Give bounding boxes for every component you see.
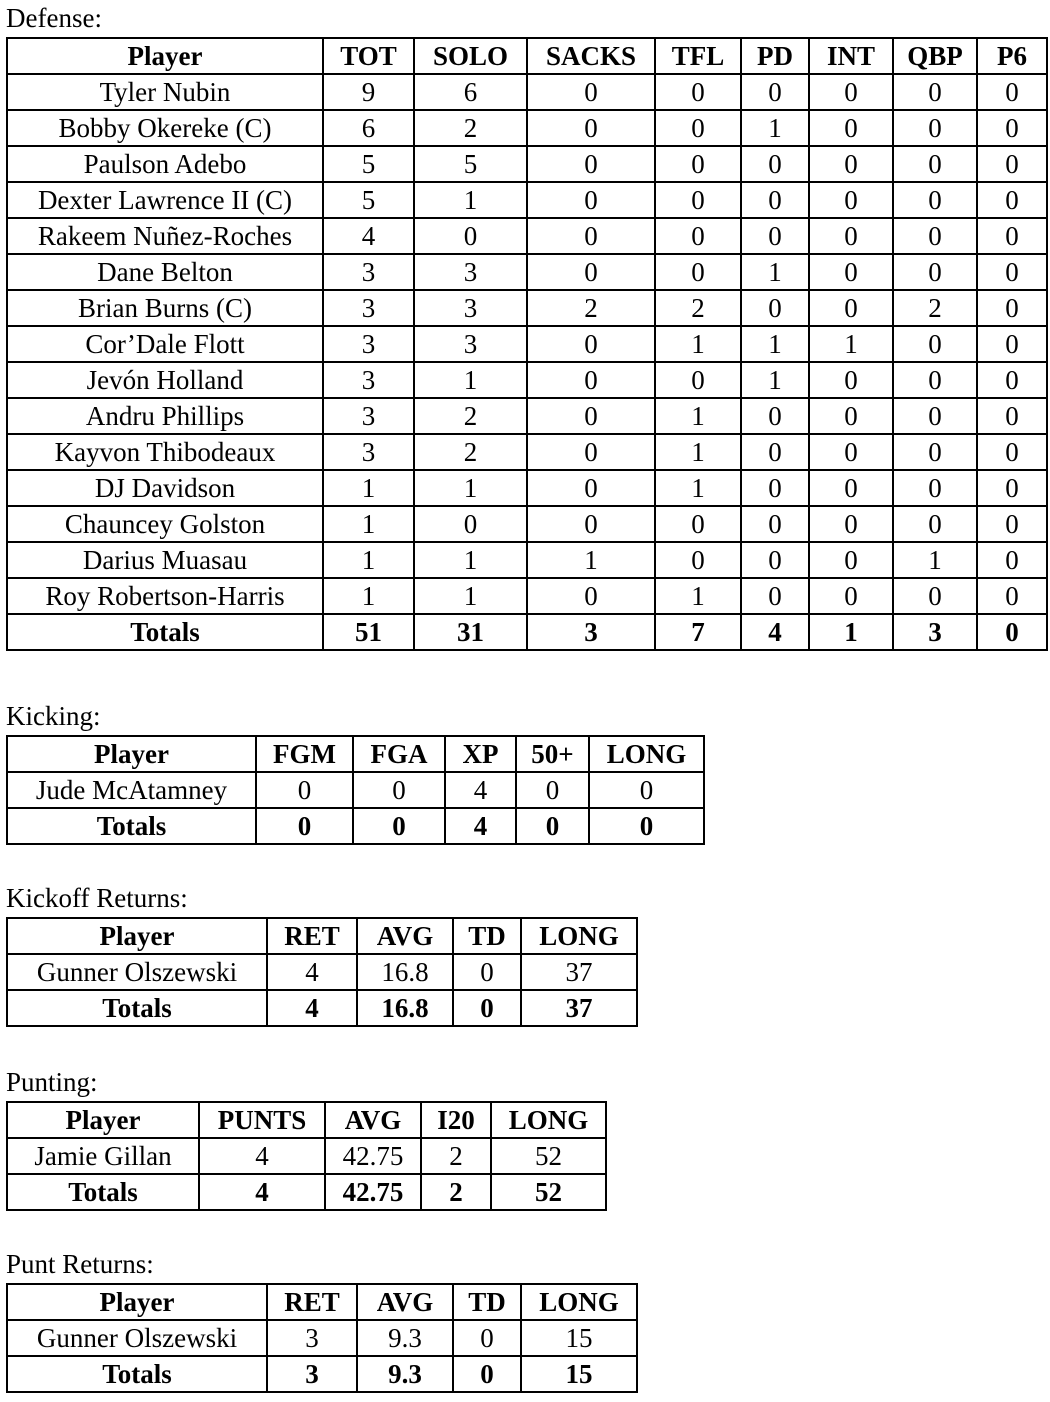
stat-cell: 0 xyxy=(809,542,893,578)
stat-cell: 1 xyxy=(893,542,977,578)
stat-cell: 0 xyxy=(809,218,893,254)
stat-cell: 0 xyxy=(977,398,1047,434)
stat-cell: 2 xyxy=(527,290,655,326)
column-header: TOT xyxy=(323,38,414,74)
stat-cell: 6 xyxy=(323,110,414,146)
stat-cell: 3 xyxy=(323,434,414,470)
stat-cell: 1 xyxy=(741,362,809,398)
column-header: AVG xyxy=(357,1284,453,1320)
table-row xyxy=(7,542,1047,578)
table-row xyxy=(7,218,1047,254)
stat-cell: 2 xyxy=(414,398,527,434)
column-header: Player xyxy=(7,736,256,772)
stat-cell: 3 xyxy=(323,290,414,326)
stat-cell: 2 xyxy=(655,290,741,326)
stat-cell: 0 xyxy=(977,146,1047,182)
stat-cell: 1 xyxy=(655,470,741,506)
totals-row xyxy=(7,1356,637,1392)
stat-cell: 0 xyxy=(977,578,1047,614)
player-name-cell: Roy Robertson-Harris xyxy=(7,578,323,614)
totals-cell: 4 xyxy=(445,808,516,844)
totals-cell: 3 xyxy=(527,614,655,650)
stat-cell: 0 xyxy=(809,398,893,434)
totals-cell: 0 xyxy=(516,808,589,844)
stat-cell: 1 xyxy=(323,578,414,614)
totals-cell: 42.75 xyxy=(325,1174,421,1210)
column-header: SOLO xyxy=(414,38,527,74)
stat-cell: 0 xyxy=(893,254,977,290)
column-header: LONG xyxy=(521,1284,637,1320)
totals-label: Totals xyxy=(7,990,267,1026)
table-row xyxy=(7,362,1047,398)
stat-cell: 0 xyxy=(977,362,1047,398)
player-name-cell: Dexter Lawrence II (C) xyxy=(7,182,323,218)
table-row xyxy=(7,146,1047,182)
column-header: TD xyxy=(453,1284,521,1320)
stat-cell: 15 xyxy=(521,1320,637,1356)
totals-cell: 0 xyxy=(589,808,704,844)
totals-cell: 0 xyxy=(453,1356,521,1392)
stat-cell: 2 xyxy=(414,110,527,146)
header-row xyxy=(7,1284,637,1320)
stat-cell: 0 xyxy=(655,146,741,182)
player-name-cell: Jevón Holland xyxy=(7,362,323,398)
player-name-cell: Jamie Gillan xyxy=(7,1138,199,1174)
stat-cell: 1 xyxy=(414,182,527,218)
stat-cell: 0 xyxy=(527,110,655,146)
table-row xyxy=(7,434,1047,470)
stat-cell: 0 xyxy=(893,326,977,362)
header-row xyxy=(7,918,637,954)
totals-row xyxy=(7,614,1047,650)
column-header: I20 xyxy=(421,1102,491,1138)
stat-cell: 0 xyxy=(741,146,809,182)
stat-cell: 3 xyxy=(267,1320,357,1356)
stat-cell: 42.75 xyxy=(325,1138,421,1174)
stat-cell: 0 xyxy=(977,110,1047,146)
stat-cell: 0 xyxy=(414,218,527,254)
punt-returns-title: Punt Returns: xyxy=(6,1249,154,1279)
stat-cell: 0 xyxy=(893,110,977,146)
stat-cell: 0 xyxy=(256,772,353,808)
stat-cell: 0 xyxy=(655,74,741,110)
stat-cell: 1 xyxy=(527,542,655,578)
stat-cell: 0 xyxy=(977,74,1047,110)
totals-cell: 31 xyxy=(414,614,527,650)
stat-cell: 0 xyxy=(977,470,1047,506)
stat-cell: 0 xyxy=(893,578,977,614)
stat-cell: 0 xyxy=(453,1320,521,1356)
stat-cell: 0 xyxy=(809,290,893,326)
stat-cell: 5 xyxy=(323,182,414,218)
stat-cell: 0 xyxy=(589,772,704,808)
player-name-cell: Andru Phillips xyxy=(7,398,323,434)
stat-cell: 0 xyxy=(977,218,1047,254)
stat-cell: 0 xyxy=(977,290,1047,326)
stat-cell: 0 xyxy=(527,362,655,398)
table-row xyxy=(7,506,1047,542)
kickoff-returns-title: Kickoff Returns: xyxy=(6,883,188,913)
stat-cell: 0 xyxy=(893,182,977,218)
stat-cell: 0 xyxy=(527,398,655,434)
stat-cell: 0 xyxy=(527,470,655,506)
column-header: P6 xyxy=(977,38,1047,74)
player-name-cell: Dane Belton xyxy=(7,254,323,290)
stat-cell: 0 xyxy=(809,146,893,182)
stat-cell: 1 xyxy=(323,506,414,542)
stat-cell: 1 xyxy=(323,542,414,578)
stat-cell: 4 xyxy=(199,1138,325,1174)
stat-cell: 9.3 xyxy=(357,1320,453,1356)
stat-cell: 0 xyxy=(893,146,977,182)
stat-cell: 0 xyxy=(527,182,655,218)
player-name-cell: Paulson Adebo xyxy=(7,146,323,182)
totals-cell: 9.3 xyxy=(357,1356,453,1392)
player-name-cell: Jude McAtamney xyxy=(7,772,256,808)
stat-cell: 0 xyxy=(453,954,521,990)
stat-cell: 1 xyxy=(414,470,527,506)
defense-table xyxy=(6,37,1048,651)
stat-cell: 3 xyxy=(414,326,527,362)
totals-cell: 7 xyxy=(655,614,741,650)
stat-cell: 0 xyxy=(893,434,977,470)
stat-cell: 0 xyxy=(977,506,1047,542)
column-header: LONG xyxy=(521,918,637,954)
stat-cell: 0 xyxy=(809,254,893,290)
column-header: TFL xyxy=(655,38,741,74)
stat-cell: 1 xyxy=(741,254,809,290)
stat-cell: 0 xyxy=(741,542,809,578)
stat-cell: 52 xyxy=(491,1138,606,1174)
column-header: FGA xyxy=(353,736,445,772)
stat-cell: 0 xyxy=(809,74,893,110)
kicking-table xyxy=(6,735,705,845)
totals-cell: 3 xyxy=(893,614,977,650)
stat-cell: 1 xyxy=(741,326,809,362)
stat-cell: 0 xyxy=(414,506,527,542)
stat-cell: 0 xyxy=(527,578,655,614)
stat-cell: 2 xyxy=(414,434,527,470)
column-header: RET xyxy=(267,1284,357,1320)
stat-cell: 0 xyxy=(809,506,893,542)
stat-cell: 0 xyxy=(655,362,741,398)
table-row xyxy=(7,1320,637,1356)
table-row xyxy=(7,74,1047,110)
stat-cell: 16.8 xyxy=(357,954,453,990)
stat-cell: 0 xyxy=(809,110,893,146)
stat-cell: 1 xyxy=(655,398,741,434)
column-header: TD xyxy=(453,918,521,954)
column-header: SACKS xyxy=(527,38,655,74)
stat-cell: 3 xyxy=(323,398,414,434)
stat-cell: 4 xyxy=(445,772,516,808)
column-header: PD xyxy=(741,38,809,74)
stat-cell: 1 xyxy=(414,542,527,578)
stat-cell: 0 xyxy=(977,542,1047,578)
table-row xyxy=(7,470,1047,506)
player-name-cell: Brian Burns (C) xyxy=(7,290,323,326)
stat-cell: 0 xyxy=(741,398,809,434)
player-name-cell: Tyler Nubin xyxy=(7,74,323,110)
stat-cell: 0 xyxy=(809,434,893,470)
stat-cell: 0 xyxy=(527,434,655,470)
stat-cell: 3 xyxy=(414,290,527,326)
stat-cell: 0 xyxy=(893,398,977,434)
punting-table xyxy=(6,1101,607,1211)
stat-cell: 0 xyxy=(977,434,1047,470)
stat-cell: 1 xyxy=(809,326,893,362)
stat-cell: 2 xyxy=(421,1138,491,1174)
totals-row xyxy=(7,1174,606,1210)
player-name-cell: Chauncey Golston xyxy=(7,506,323,542)
player-name-cell: Kayvon Thibodeaux xyxy=(7,434,323,470)
header-row xyxy=(7,38,1047,74)
totals-cell: 4 xyxy=(267,990,357,1026)
stat-cell: 0 xyxy=(809,182,893,218)
stat-cell: 0 xyxy=(655,110,741,146)
table-row xyxy=(7,398,1047,434)
column-header: LONG xyxy=(589,736,704,772)
stat-cell: 3 xyxy=(323,326,414,362)
header-row xyxy=(7,736,704,772)
stat-cell: 0 xyxy=(527,254,655,290)
column-header: Player xyxy=(7,1102,199,1138)
stat-cell: 0 xyxy=(741,506,809,542)
punting-title: Punting: xyxy=(6,1067,98,1097)
totals-cell: 1 xyxy=(809,614,893,650)
table-row xyxy=(7,326,1047,362)
stat-cell: 0 xyxy=(741,290,809,326)
totals-cell: 0 xyxy=(256,808,353,844)
player-name-cell: Darius Muasau xyxy=(7,542,323,578)
stat-cell: 0 xyxy=(655,506,741,542)
column-header: PUNTS xyxy=(199,1102,325,1138)
stat-cell: 0 xyxy=(977,182,1047,218)
stat-cell: 5 xyxy=(323,146,414,182)
stat-cell: 1 xyxy=(323,470,414,506)
totals-cell: 0 xyxy=(353,808,445,844)
column-header: 50+ xyxy=(516,736,589,772)
totals-cell: 52 xyxy=(491,1174,606,1210)
totals-label: Totals xyxy=(7,808,256,844)
stat-cell: 0 xyxy=(977,326,1047,362)
stat-cell: 0 xyxy=(741,470,809,506)
totals-cell: 0 xyxy=(453,990,521,1026)
totals-cell: 4 xyxy=(741,614,809,650)
stat-cell: 1 xyxy=(655,434,741,470)
stat-cell: 3 xyxy=(323,254,414,290)
column-header: XP xyxy=(445,736,516,772)
column-header: Player xyxy=(7,1284,267,1320)
table-row xyxy=(7,578,1047,614)
stat-cell: 0 xyxy=(527,74,655,110)
stat-cell: 0 xyxy=(527,326,655,362)
totals-label: Totals xyxy=(7,614,323,650)
stat-cell: 37 xyxy=(521,954,637,990)
column-header: INT xyxy=(809,38,893,74)
stat-cell: 9 xyxy=(323,74,414,110)
stat-cell: 0 xyxy=(353,772,445,808)
stat-cell: 0 xyxy=(527,506,655,542)
stat-cell: 0 xyxy=(741,182,809,218)
kicking-title: Kicking: xyxy=(6,701,101,731)
stat-cell: 0 xyxy=(741,578,809,614)
player-name-cell: Gunner Olszewski xyxy=(7,954,267,990)
stat-cell: 0 xyxy=(809,362,893,398)
totals-cell: 0 xyxy=(977,614,1047,650)
stat-cell: 0 xyxy=(893,218,977,254)
totals-label: Totals xyxy=(7,1174,199,1210)
column-header: AVG xyxy=(325,1102,421,1138)
stat-cell: 0 xyxy=(893,506,977,542)
table-row xyxy=(7,1138,606,1174)
stat-cell: 0 xyxy=(655,542,741,578)
totals-cell: 2 xyxy=(421,1174,491,1210)
stat-cell: 1 xyxy=(655,578,741,614)
header-row xyxy=(7,1102,606,1138)
column-header: QBP xyxy=(893,38,977,74)
stat-cell: 4 xyxy=(323,218,414,254)
stat-cell: 0 xyxy=(655,218,741,254)
stat-cell: 0 xyxy=(809,470,893,506)
stat-cell: 6 xyxy=(414,74,527,110)
stat-cell: 4 xyxy=(267,954,357,990)
stat-cell: 0 xyxy=(516,772,589,808)
stat-cell: 0 xyxy=(655,182,741,218)
column-header: FGM xyxy=(256,736,353,772)
punt-returns-table xyxy=(6,1283,638,1393)
stat-cell: 1 xyxy=(414,578,527,614)
stat-cell: 0 xyxy=(741,434,809,470)
table-row xyxy=(7,254,1047,290)
stat-cell: 1 xyxy=(655,326,741,362)
totals-cell: 4 xyxy=(199,1174,325,1210)
stat-cell: 5 xyxy=(414,146,527,182)
player-name-cell: Cor’Dale Flott xyxy=(7,326,323,362)
stat-cell: 0 xyxy=(741,74,809,110)
column-header: Player xyxy=(7,38,323,74)
stat-cell: 0 xyxy=(527,218,655,254)
player-name-cell: Bobby Okereke (C) xyxy=(7,110,323,146)
stat-cell: 0 xyxy=(977,254,1047,290)
stat-cell: 0 xyxy=(893,74,977,110)
column-header: AVG xyxy=(357,918,453,954)
column-header: LONG xyxy=(491,1102,606,1138)
column-header: RET xyxy=(267,918,357,954)
stat-cell: 3 xyxy=(323,362,414,398)
stat-cell: 1 xyxy=(414,362,527,398)
table-row xyxy=(7,182,1047,218)
stat-cell: 1 xyxy=(741,110,809,146)
stat-cell: 0 xyxy=(527,146,655,182)
totals-cell: 16.8 xyxy=(357,990,453,1026)
stat-cell: 0 xyxy=(893,470,977,506)
defense-title: Defense: xyxy=(6,3,102,33)
player-name-cell: DJ Davidson xyxy=(7,470,323,506)
totals-cell: 37 xyxy=(521,990,637,1026)
player-name-cell: Rakeem Nuñez-Roches xyxy=(7,218,323,254)
totals-label: Totals xyxy=(7,1356,267,1392)
stat-cell: 2 xyxy=(893,290,977,326)
kickoff-returns-table xyxy=(6,917,638,1027)
stat-cell: 3 xyxy=(414,254,527,290)
stat-cell: 0 xyxy=(809,578,893,614)
player-name-cell: Gunner Olszewski xyxy=(7,1320,267,1356)
totals-row xyxy=(7,808,704,844)
table-row xyxy=(7,110,1047,146)
totals-cell: 51 xyxy=(323,614,414,650)
table-row xyxy=(7,772,704,808)
stat-cell: 0 xyxy=(893,362,977,398)
table-row xyxy=(7,954,637,990)
stat-cell: 0 xyxy=(741,218,809,254)
totals-cell: 3 xyxy=(267,1356,357,1392)
stat-cell: 0 xyxy=(655,254,741,290)
column-header: Player xyxy=(7,918,267,954)
totals-cell: 15 xyxy=(521,1356,637,1392)
totals-row xyxy=(7,990,637,1026)
table-row xyxy=(7,290,1047,326)
